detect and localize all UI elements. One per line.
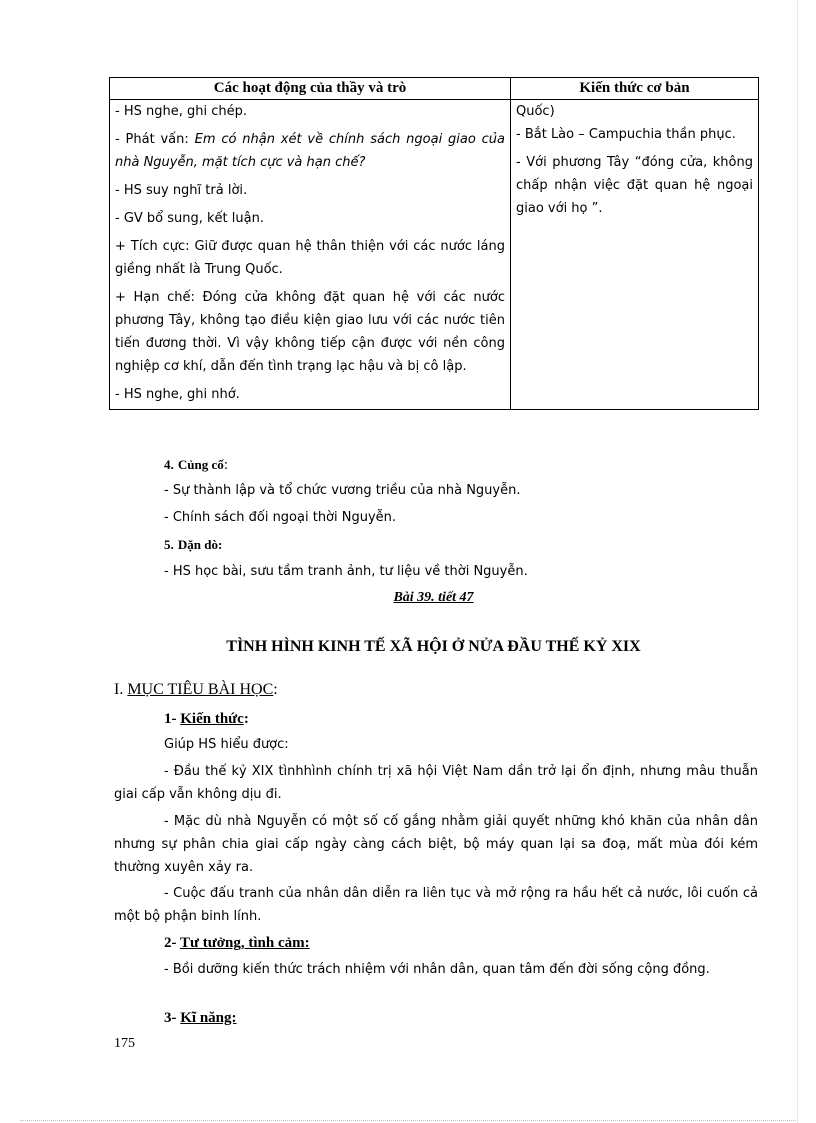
- thought-heading: [164, 933, 310, 953]
- heading-text: Củng cố: [177, 457, 224, 472]
- lesson-label: [109, 588, 758, 608]
- activity-question: [115, 128, 505, 174]
- lesson-table: [109, 77, 759, 410]
- subsection-title: Tư tưởng, tình cảm:: [179, 935, 310, 951]
- consolidate-heading: [164, 455, 228, 476]
- consolidate-item: - Sự thành lập và tổ chức vương triều của nhà Nguyễn.: [164, 483, 521, 498]
- page-edge-right: [797, 0, 798, 1123]
- activity-negative: + Hạn chế: Đóng cửa không đặt quan hệ với các nước phương Tây, không tạo điều kiện giao lưu với các nước tiên tiến đương thời. Vì vậy không tiếp cận được với nền công nghiệp cơ khí, dẫn đến tình trạng lạc hậu và bị cô lập.: [115, 290, 505, 374]
- subsection-number: 1-: [164, 711, 181, 727]
- knowledge-heading: [164, 709, 249, 729]
- knowledge-line: - Bắt Lào – Campuchia thần phục.: [516, 127, 736, 142]
- consolidate-item: - Chính sách đối ngoại thời Nguyễn.: [164, 510, 397, 525]
- table-header-row: [110, 78, 759, 100]
- heading-number: 4.: [164, 457, 174, 472]
- activity-line: - HS nghe, ghi nhớ.: [115, 387, 240, 402]
- homework-heading: [164, 535, 222, 556]
- homework-item: - HS học bài, sưu tầm tranh ảnh, tư liệu về thời Nguyễn.: [164, 564, 528, 579]
- knowledge-paragraph: - Cuộc đấu tranh của nhân dân diễn ra liên tục và mở rộng ra hầu hết cả nước, lôi cuốn cả một bộ phận binh lính.: [114, 886, 758, 924]
- heading-text: Dặn dò:: [177, 537, 223, 552]
- subsection-title: Kiến thức: [180, 711, 244, 727]
- header-knowledge: Kiến thức cơ bản: [511, 78, 759, 100]
- knowledge-paragraph: - Mặc dù nhà Nguyễn có một số cố gắng nhằm giải quyết những khó khăn của nhân dân nhưng sự phân chia giai cấp ngày càng cách biệt, bộ máy quan lại sa đoạ, mất mùa đói kém thường xuyên xảy ra.: [114, 814, 758, 875]
- subsection-title: Kĩ năng:: [180, 1010, 237, 1026]
- question-text: Em có nhận xét về chính sách ngoại giao của nhà Nguyễn, mặt tích cực và hạn chế?: [115, 132, 505, 170]
- section-colon: :: [273, 681, 278, 698]
- page-number: 175: [114, 1036, 135, 1051]
- lesson-label-text: Bài 39. tiết 47: [393, 590, 474, 605]
- subsection-colon: :: [243, 711, 249, 727]
- header-activities: Các hoạt động của thầy và trò: [110, 78, 511, 100]
- activities-cell: [110, 100, 511, 410]
- question-label: - Phát vấn:: [115, 132, 195, 147]
- activity-positive: + Tích cực: Giữ được quan hệ thân thiện với các nước láng giềng nhất là Trung Quốc.: [115, 239, 505, 277]
- lesson-title: TÌNH HÌNH KINH TẾ XÃ HỘI Ở NỬA ĐẦU THẾ KỶ XIX: [226, 638, 641, 655]
- section-title: MỤC TIÊU BÀI HỌC: [127, 681, 274, 698]
- thought-paragraph: - Bồi dưỡng kiến thức trách nhiệm với nhân dân, quan tâm đến đời sống cộng đồng.: [164, 962, 710, 977]
- subsection-number: 3-: [164, 1010, 181, 1026]
- knowledge-cell: [511, 100, 759, 410]
- section-heading: [114, 680, 278, 700]
- knowledge-paragraph: - Đầu thế kỷ XIX tìnhhình chính trị xã hội Việt Nam dần trở lại ổn định, nhưng mâu thuẫn giai cấp vẫn không dịu đi.: [114, 764, 758, 802]
- activity-line: - HS nghe, ghi chép.: [115, 104, 247, 119]
- section-number: I.: [114, 681, 128, 698]
- table-body-row: [110, 100, 759, 410]
- knowledge-line: - Với phương Tây “đóng cửa, không chấp nhận việc đặt quan hệ ngoại giao với họ ”.: [516, 155, 753, 216]
- heading-number: 5.: [164, 537, 174, 552]
- activity-line: - HS suy nghĩ trả lời.: [115, 183, 248, 198]
- knowledge-intro: Giúp HS hiểu được:: [164, 737, 289, 752]
- heading-colon: :: [223, 458, 229, 473]
- knowledge-line: Quốc): [516, 104, 555, 119]
- page-edge-bottom: [20, 1120, 796, 1121]
- subsection-number: 2-: [164, 935, 180, 951]
- skills-heading: [164, 1008, 237, 1028]
- activity-line: - GV bổ sung, kết luận.: [115, 211, 264, 226]
